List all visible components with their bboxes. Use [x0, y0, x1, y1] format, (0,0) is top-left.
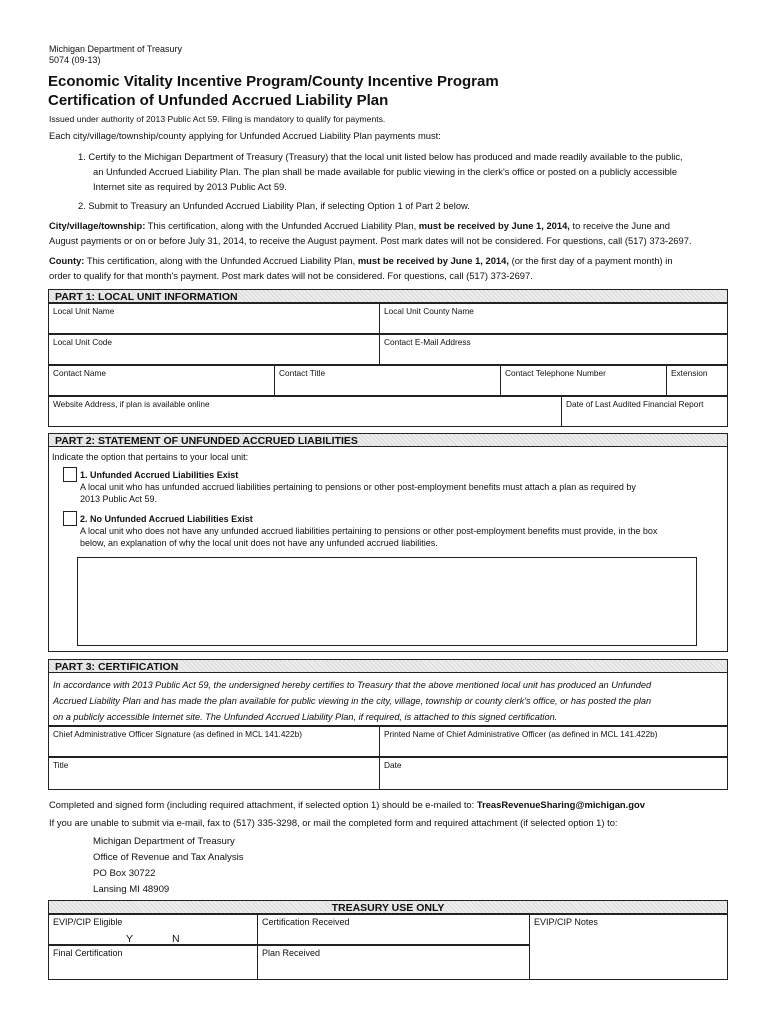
county-paragraph-line1: County: This certification, along with the Unfunded Accrued Liability Plan, must be received by June 1, 2014, (or the first day of a payment month) in	[49, 255, 673, 266]
option2-text-line2: below, an explanation of why the local unit does not have any unfunded accrued liabilities.	[80, 538, 438, 548]
intro-item1-line1: 1. Certify to the Michigan Department of Treasury (Treasury) that the local unit listed below has produced and made readily available to the public,	[78, 151, 683, 162]
submission-alt-text: If you are unable to submit via e-mail, fax to (517) 335-3298, or mail the completed form and required attachment (if selected option 1) to:	[49, 817, 618, 828]
intro-item1-line2: an Unfunded Accrued Liability Plan. The plan shall be made available for public viewing in the clerk's office or posted on a publicly accessible	[93, 166, 678, 177]
submission-email-text: Completed and signed form (including required attachment, if selected option 1) should be e-mailed to: TreasRevenueSharing@michigan.gov	[49, 799, 645, 810]
certification-line3: on a publicly accessible Internet site. The Unfunded Accrued Liability Plan, if required, is attached to this signed certification.	[53, 712, 558, 722]
part3-heading: PART 3: CERTIFICATION	[48, 659, 728, 673]
part2-indicate: Indicate the option that pertains to your local unit:	[52, 452, 249, 462]
evip-eligible-field: EVIP/CIP Eligible	[48, 914, 258, 945]
option1-text-line2: 2013 Public Act 59.	[80, 494, 158, 504]
evip-notes-field[interactable]: EVIP/CIP Notes	[529, 914, 728, 980]
signature-field[interactable]: Chief Administrative Officer Signature (as defined in MCL 141.422b)	[48, 726, 380, 757]
local-unit-county-field[interactable]: Local Unit County Name	[379, 303, 728, 334]
option2-title: 2. No Unfunded Accrued Liabilities Exist	[80, 514, 253, 524]
treasury-email-link[interactable]: TreasRevenueSharing@michigan.gov	[476, 799, 645, 810]
intro-item1-line3: Internet site as required by 2013 Public Act 59.	[93, 181, 287, 192]
plan-received-field[interactable]: Plan Received	[257, 945, 530, 980]
website-field[interactable]: Website Address, if plan is available online	[48, 396, 562, 427]
local-unit-code-field[interactable]: Local Unit Code	[48, 334, 380, 365]
option1-text-line1: A local unit who has unfunded accrued liabilities pertaining to pensions or other post-employment benefits must attach a plan as required by	[80, 482, 636, 492]
mailing-address-line4: Lansing MI 48909	[93, 884, 170, 895]
certification-received-field[interactable]: Certification Received	[257, 914, 530, 945]
certification-line1: In accordance with 2013 Public Act 59, the undersigned hereby certifies to Treasury that the above mentioned local unit has produced an Unfunded	[53, 680, 652, 690]
title-field[interactable]: Title	[48, 757, 380, 790]
contact-phone-field[interactable]: Contact Telephone Number	[500, 365, 667, 396]
county-paragraph-line2: order to qualify for that month's payment. Post mark dates will not be considered. For questions, call (517) 373-2697.	[49, 270, 533, 281]
form-title-line2: Certification of Unfunded Accrued Liability Plan	[48, 92, 389, 109]
date-field[interactable]: Date	[379, 757, 728, 790]
part2-heading: PART 2: STATEMENT OF UNFUNDED ACCRUED LIABILITIES	[48, 433, 728, 447]
eligible-yes-option[interactable]: Y	[126, 933, 134, 945]
certification-line2: Accrued Liability Plan and has made the plan available for public viewing in the city, village, township or county clerk's office, or has posted the plan	[53, 696, 652, 706]
treasury-use-heading: TREASURY USE ONLY	[48, 900, 728, 914]
city-paragraph-line1: City/village/township: This certification, along with the Unfunded Accrued Liability Plan, must be received by June 1, 2014, to receive the June and	[49, 220, 670, 231]
printed-name-field[interactable]: Printed Name of Chief Administrative Officer (as defined in MCL 141.422b)	[379, 726, 728, 757]
option2-checkbox[interactable]	[63, 511, 77, 526]
option2-text-line1: A local unit who does not have any unfunded accrued liabilities pertaining to pensions or other post-employment benefits must provide, in the box	[80, 526, 658, 536]
department-name: Michigan Department of Treasury	[49, 44, 183, 54]
city-paragraph-line2: August payments or on or before July 31, 2014, to receive the August payment. Post mark dates will not be considered. For questions, call (517) 373-2697.	[49, 235, 692, 246]
authority-note: Issued under authority of 2013 Public Act 59. Filing is mandatory to qualify for payments.	[49, 114, 386, 124]
intro-item2: 2. Submit to Treasury an Unfunded Accrued Liability Plan, if selecting Option 1 of Part 2 below.	[78, 200, 470, 211]
option1-checkbox[interactable]	[63, 467, 77, 482]
option1-title: 1. Unfunded Accrued Liabilities Exist	[80, 470, 239, 480]
local-unit-name-field[interactable]: Local Unit Name	[48, 303, 380, 334]
final-certification-field[interactable]: Final Certification	[48, 945, 258, 980]
part1-heading: PART 1: LOCAL UNIT INFORMATION	[48, 289, 728, 303]
form-title-line1: Economic Vitality Incentive Program/County Incentive Program	[48, 73, 499, 90]
extension-field[interactable]: Extension	[666, 365, 728, 396]
explanation-textbox[interactable]	[77, 557, 697, 646]
form-number: 5074 (09-13)	[49, 55, 101, 65]
contact-email-field[interactable]: Contact E-Mail Address	[379, 334, 728, 365]
contact-name-field[interactable]: Contact Name	[48, 365, 275, 396]
eligible-no-option[interactable]: N	[172, 933, 180, 945]
audit-date-field[interactable]: Date of Last Audited Financial Report	[561, 396, 728, 427]
mailing-address-line3: PO Box 30722	[93, 868, 156, 879]
contact-title-field[interactable]: Contact Title	[274, 365, 501, 396]
mailing-address-line2: Office of Revenue and Tax Analysis	[93, 852, 244, 863]
intro-lead: Each city/village/township/county applying for Unfunded Accrued Liability Plan payments must:	[49, 130, 441, 141]
mailing-address-line1: Michigan Department of Treasury	[93, 836, 235, 847]
